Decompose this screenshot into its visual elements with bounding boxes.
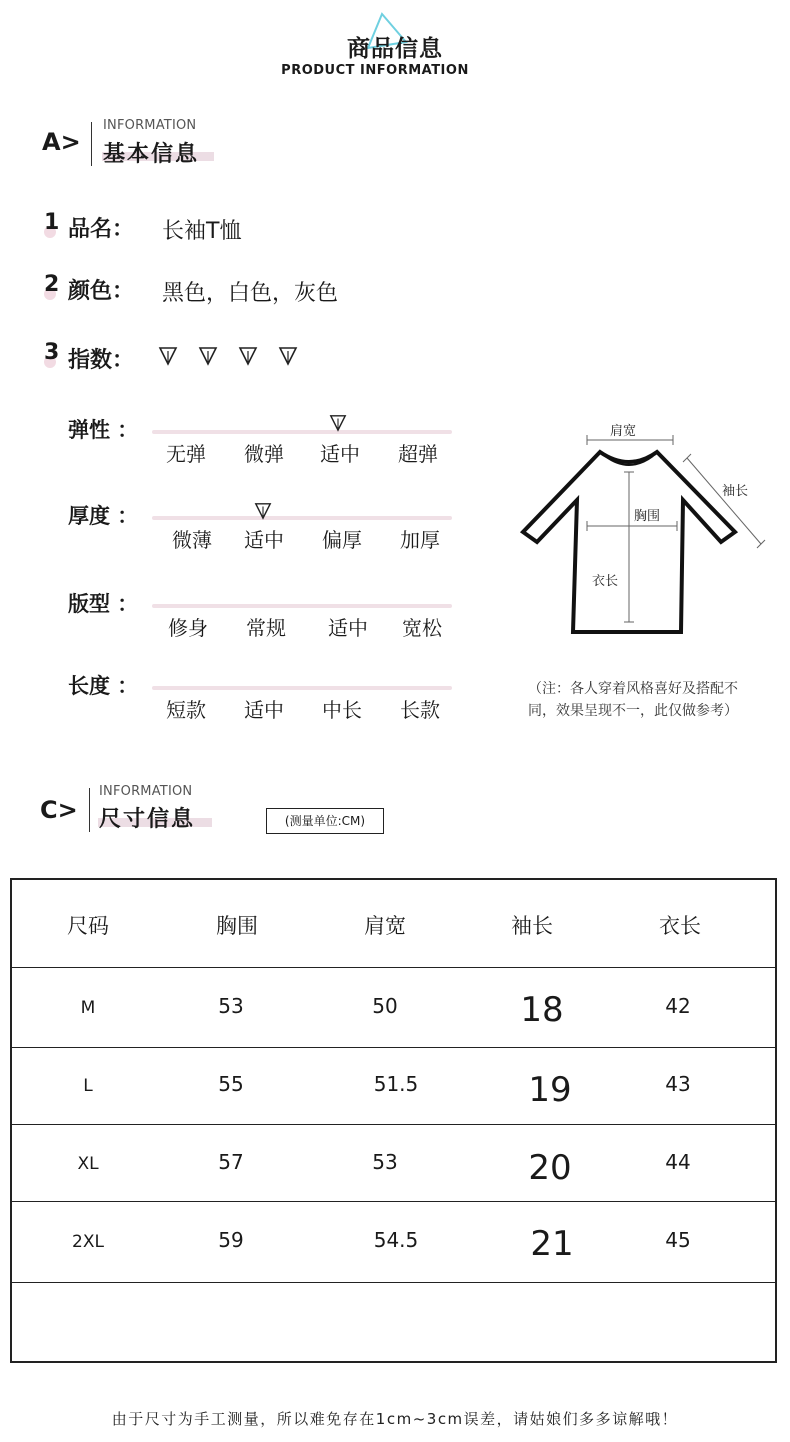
table-cell-size: M [80,998,96,1018]
scale-label: 版型 ： [68,592,139,616]
scale-track [152,430,452,434]
scale-option: 中长 [322,698,362,722]
section-a-divider [91,122,92,166]
scale-label: 弹性 ： [68,418,139,442]
triangle-marker-icon [278,346,298,366]
diagram-note-line1: （注：各人穿着风格喜好及搭配不 [528,681,738,697]
scale-option: 超弹 [398,442,438,466]
info-value-name: 长袖T恤 [162,219,242,244]
table-divider [12,1201,775,1202]
section-a-en: INFORMATION [103,118,197,133]
table-cell: 57 [218,1150,244,1174]
table-divider [12,1124,775,1125]
table-header-chest: 胸围 [216,914,258,938]
triangle-marker-icon [158,346,178,366]
scale-option: 适中 [244,698,284,722]
page-subtitle: PRODUCT INFORMATION [281,63,469,78]
section-a-letter: A> [42,128,81,156]
scale-track [152,516,452,520]
scale-option: 宽松 [402,616,442,640]
diagram-note-line2: 同，效果呈现不一，此仅做参考） [528,703,738,719]
info-num: 1 [44,210,60,235]
table-cell: 21 [530,1224,574,1264]
table-row [12,1140,775,1190]
diagram-shoulder-label: 肩宽 [610,424,637,439]
triangle-marker-icon [238,346,258,366]
table-cell: 45 [665,1228,691,1252]
info-label-index: 指数： [68,348,135,373]
scale-marker-icon [329,414,347,432]
table-cell-size: L [83,1076,93,1096]
info-num: 3 [44,340,60,365]
table-cell: 42 [665,994,691,1018]
page-title: 商品信息 [347,36,443,62]
table-header-size: 尺码 [67,914,109,938]
table-header-length: 衣长 [659,914,701,938]
scale-option: 短款 [166,698,206,722]
diagram-length-label: 衣长 [592,574,619,589]
scale-track [152,604,452,608]
scale-length [68,670,468,740]
info-label-color: 颜色： [68,279,135,304]
scale-elasticity [68,414,468,484]
table-cell-size: 2XL [72,1232,104,1252]
section-c-letter: C> [40,796,78,824]
scale-option: 微弹 [244,442,284,466]
scale-track [152,686,452,690]
scale-option: 修身 [168,616,208,640]
table-cell: 20 [528,1148,572,1188]
section-a-heading: 基本信息 [103,142,200,167]
table-row [12,984,775,1034]
table-cell: 18 [520,990,564,1030]
section-c-heading: 尺寸信息 [99,807,196,832]
section-c-en: INFORMATION [99,784,193,799]
shirt-measurement-diagram [515,410,775,640]
scale-option: 适中 [244,528,284,552]
table-cell: 50 [372,994,398,1018]
scale-option: 长款 [400,698,440,722]
scale-option: 适中 [328,616,368,640]
table-row [12,1062,775,1112]
size-table [10,878,777,1363]
table-cell: 59 [218,1228,244,1252]
scale-option: 适中 [320,442,360,466]
table-cell: 54.5 [373,1228,419,1252]
footer-note: 由于尺寸为手工测量，所以难免存在1cm~3cm误差，请姑娘们多多谅解哦！ [111,1410,679,1428]
scale-option: 常规 [246,616,286,640]
scale-option: 加厚 [400,528,440,552]
table-cell-size: XL [77,1154,99,1174]
scale-option: 偏厚 [322,528,362,552]
scale-option: 微薄 [172,528,212,552]
table-row [12,1218,775,1268]
table-divider [12,1282,775,1283]
section-c-divider [89,788,90,832]
table-header-sleeve: 袖长 [511,914,553,938]
table-cell: 55 [218,1072,244,1096]
unit-label: (测量单位:CM) [266,808,384,834]
info-value-color: 黑色，白色，灰色 [162,281,339,306]
scale-fit [68,588,468,658]
table-cell: 53 [218,994,244,1018]
info-label-name: 品名： [68,217,135,242]
diagram-chest-label: 胸围 [634,509,661,524]
table-header-row [12,910,775,940]
table-cell: 53 [372,1150,398,1174]
diagram-note [498,678,768,722]
table-cell: 44 [665,1150,691,1174]
triangle-marker-icon [198,346,218,366]
diagram-sleeve-label: 袖长 [722,484,749,499]
scale-label: 厚度 ： [68,504,139,528]
table-header-shoulder: 肩宽 [364,914,406,938]
table-cell: 51.5 [373,1072,419,1096]
index-triangles [158,346,308,370]
scale-option: 无弹 [166,442,206,466]
scale-label: 长度 ： [68,674,139,698]
scale-marker-icon [254,502,272,520]
table-cell: 43 [665,1072,691,1096]
info-num: 2 [44,272,60,297]
table-divider [12,967,775,968]
table-divider [12,1047,775,1048]
scale-thickness [68,500,468,570]
table-cell: 19 [528,1070,572,1110]
